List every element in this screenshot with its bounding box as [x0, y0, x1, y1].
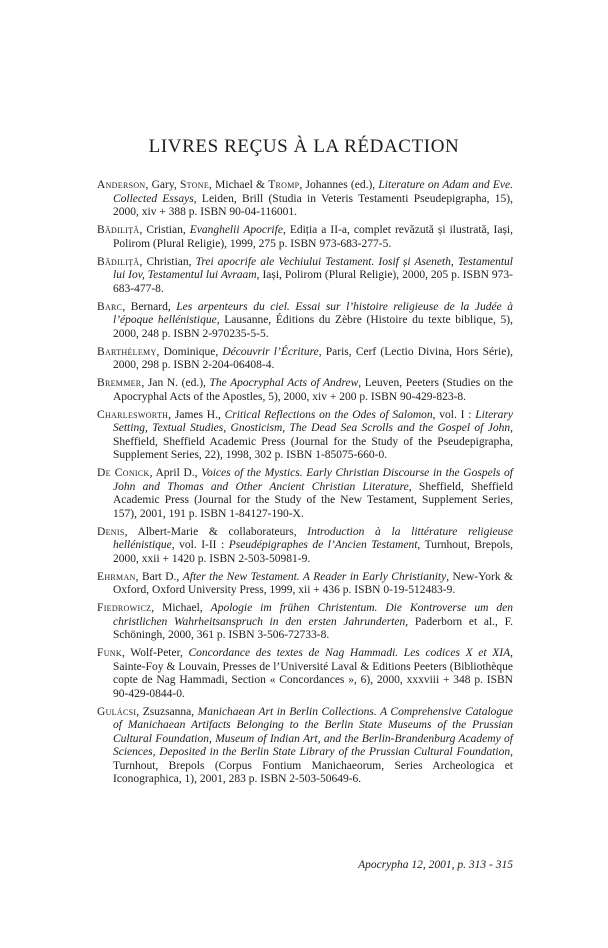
publication-details: , Bernard, — [122, 300, 177, 313]
work-title: Les arpenteurs du ciel. Essai sur l’histoire religieuse de la Judée à l’époque hellénistique — [113, 300, 513, 326]
work-title: After the New Testament. A Reader in Early Christianity — [182, 570, 447, 583]
publication-details: , Michael & — [209, 179, 269, 191]
author-name: Ehrman — [97, 570, 136, 583]
publication-details: , Leuven, Peeters (Studies on the Apocryphal Acts of the Apostles, 5), 2000, xiv + 200 p. ISBN 90-429-823-8. — [113, 377, 513, 403]
publication-details: , Paris, Cerf (Lectio Divina, Hors Série), 2000, 298 p. ISBN 2-204-06408-4. — [113, 345, 513, 371]
publication-details: , Turnhout, Brepols, 2000, xxii + 1420 p. ISBN 2-503-50981-9. — [113, 539, 513, 565]
publication-details: , Sainte-Foy & Louvain, Presses de l’Université Laval & Editions Peeters (Bibliothèque copte de Nag Hammadi, Section « Concordances », 6), 2000, xxxviii + 348 p. ISBN 90-429-0844-0. — [113, 647, 513, 700]
bibliography-entry — [97, 526, 513, 567]
publication-details: , Turnhout, Brepols (Corpus Fontium Manichaeorum, Series Archeologica et Iconographica, 1), 2001, 283 p. ISBN 2-503-50649-6. — [113, 746, 513, 785]
publication-details: , Ediția a II-a, complet revăzută și ilustrată, Iași, Polirom (Plural Religie), 1999, 275 p. ISBN 973-683-277-5. — [113, 224, 513, 250]
work-title: Pseudépigraphes de l’Ancien Testament — [228, 539, 418, 551]
bibliography-entry — [97, 224, 513, 251]
publication-details: , Jan N. (ed.), — [141, 377, 210, 389]
work-title: Concordance des textes de Nag Hammadi. Les codices X et XIA — [188, 647, 511, 659]
author-name: Gulácsi — [97, 705, 137, 718]
publication-details: , Sheffield, Sheffield Academic Press (Journal for the Study of the Pseudepigrapha, Supplement Series, 22), 1998, 302 p. ISBN 1-85075-660-0. — [113, 422, 513, 461]
bibliography-entry — [97, 346, 513, 373]
bibliography-entry — [97, 647, 513, 701]
publication-details: , James H., — [168, 408, 225, 421]
author-name: Anderson — [97, 179, 146, 191]
publication-details: , Leiden, Brill (Studia in Veteris Testamenti Pseudepigrapha, 15), 2000, xiv + 388 p. ISBN 90-04-116001. — [113, 192, 514, 218]
bibliography-entry — [97, 571, 513, 598]
author-name: Barthélemy — [97, 345, 157, 358]
publication-details: , Cristian, — [139, 224, 190, 236]
bibliography-entry — [97, 467, 513, 521]
bibliography-entry — [97, 409, 513, 463]
bibliography-entry — [97, 602, 513, 643]
publication-details: , Bart D., — [135, 570, 183, 583]
bibliography-entry — [97, 179, 513, 220]
publication-details: , Gary, — [145, 179, 180, 191]
publication-details: , vol. I : — [432, 408, 476, 421]
author-name: Bremmer — [97, 377, 142, 389]
work-title: Manichaean Art in Berlin Collections. A Comprehensive Catalogue of Manichaean Artifacts Belonging to the Berlin State Museums of the Prussian Cultural Foundation, Museum of Indian Art, and the Berlin-Brandenburg Academy of Sciences, Deposited in the Berlin State Library of the Prussian Cultural Foundation — [113, 705, 513, 758]
author-name: Funk — [97, 647, 122, 659]
bibliography-entry — [97, 256, 513, 297]
author-name: Bădiliță — [97, 224, 140, 236]
bibliography-entry — [97, 377, 513, 404]
journal-citation: Apocrypha 12, 2001, p. 313 - 315 — [358, 859, 513, 871]
work-title: Trei apocrife ale Vechiului Testament. Iosif și Aseneth, Testamentul lui Iov, Testamentul lui Avraam — [113, 255, 513, 281]
author-name: Barc — [97, 300, 123, 313]
work-title: Evanghelii Apocrife — [189, 224, 283, 236]
work-title: Apologie im frühen Christentum. Die Kontroverse um den christlichen Wahrheitsanspruch in den ersten Jahrunderten — [113, 602, 513, 628]
publication-details: , Iași, Polirom (Plural Religie), 2000, 205 p. ISBN 973-683-477-8. — [113, 269, 514, 295]
work-title: Literary Setting, Textual Studies, Gnosticism, The Dead Sea Scrolls and the Gospel of John — [113, 408, 513, 434]
bibliography-entry — [97, 706, 513, 787]
work-title: Literature on Adam and Eve. Collected Essays — [113, 179, 513, 205]
author-name: Charlesworth — [97, 408, 169, 421]
author-name: Fiedrowicz — [97, 602, 152, 614]
work-title: Critical Reflections on the Odes of Salomon — [224, 408, 433, 421]
bibliography-entry — [97, 301, 513, 342]
work-title: Voices of the Mystics. Early Christian Discourse in the Gospels of John and Thomas and Other Ancient Christian Literature — [113, 467, 513, 493]
publication-details: , Paderborn et al., F. Schöningh, 2000, 361 p. ISBN 3-506-72733-8. — [113, 615, 513, 641]
publication-details: , Zsuzsanna, — [136, 705, 198, 718]
publication-details: , Albert-Marie & collaborateurs, — [124, 525, 308, 538]
publication-details: , vol. I-II : — [171, 539, 229, 551]
work-title: Introduction à la littérature religieuse hellénistique — [113, 525, 513, 551]
publication-details: , New-York & Oxford, Oxford University Press, 1999, xii + 436 p. ISBN 0-19-512483-9. — [113, 570, 513, 596]
author-name: Bădiliță — [97, 255, 140, 268]
publication-details: , Christian, — [139, 255, 196, 268]
work-title: The Apocryphal Acts of Andrew — [209, 377, 359, 389]
author-name: Stone — [179, 179, 210, 191]
publication-details: , Johannes (ed.), — [299, 179, 379, 191]
author-name: Tromp — [268, 179, 300, 191]
publication-details: , Lausanne, Éditions du Zèbre (Histoire du texte biblique, 5), 2000, 248 p. ISBN 2-970235-5-5. — [113, 314, 513, 340]
author-name: De Conick — [97, 467, 150, 479]
publication-details: , Wolf-Peter, — [121, 647, 189, 659]
publication-details: , Michael, — [151, 602, 211, 614]
publication-details: , April D., — [149, 467, 202, 479]
bibliography-list — [97, 179, 513, 791]
page-title: LIVRES REÇUS À LA RÉDACTION — [148, 136, 460, 157]
work-title: Découvrir l’Écriture — [222, 345, 319, 358]
author-name: Denis — [97, 525, 125, 538]
publication-details: , Sheffield, Sheffield Academic Press (Journal for the Study of the New Testament, Supplement Series, 157), 2001, 191 p. ISBN 1-84127-190-X. — [113, 480, 513, 520]
publication-details: , Dominique, — [156, 345, 223, 358]
